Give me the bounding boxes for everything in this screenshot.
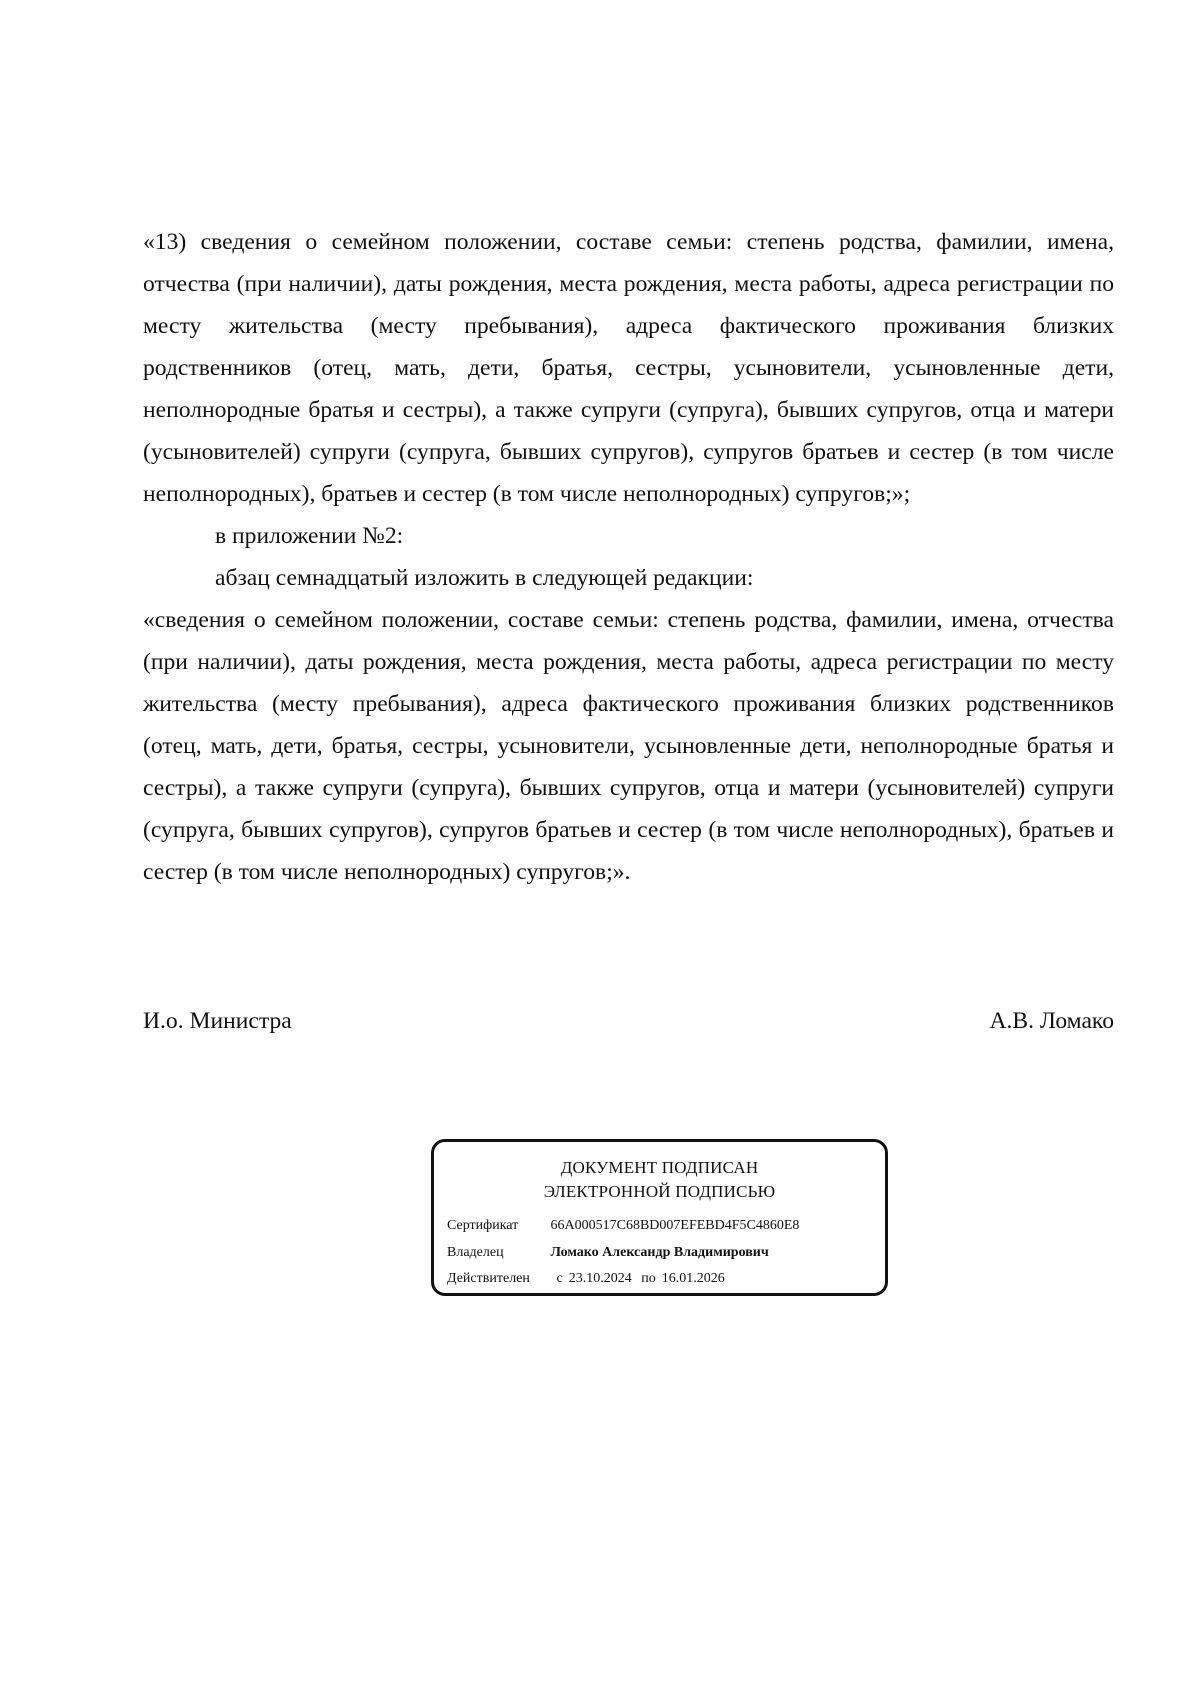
paragraph-instruction: абзац семнадцатый изложить в следующей редакции: bbox=[215, 565, 754, 591]
signatory-name: А.В. Ломако bbox=[989, 1008, 1114, 1034]
electronic-signature-stamp bbox=[431, 1139, 888, 1296]
paragraph-item-13: «13) сведения о семейном положении, составе семьи: степень родства, фамилии, имена, отчества (при наличии), даты рождения, места рождения, места работы, адреса регистрации по месту жительства (месту пребывания), адреса фактического проживания близких родственников (отец, мать, дети, братья, сестры, усыновители, усыновленные дети, неполнородные братья и сестры), а также супруги (супруга), бывших супругов, отца и матери (усыновителей) супруги (супруга, бывших супругов), супругов братьев и сестер (в том числе неполнородных), братьев и сестер (в том числе неполнородных) супругов;»; bbox=[143, 229, 1114, 507]
stamp-title-line2: ЭЛЕКТРОННОЙ ПОДПИСЬЮ bbox=[543, 1182, 776, 1201]
document-body bbox=[143, 221, 1114, 893]
paragraph-new-wording: «сведения о семейном положении, составе семьи: степень родства, фамилии, имена, отчества (при наличии), даты рождения, места рождения, места работы, адреса регистрации по месту жительства (месту пребывания), адреса фактического проживания близких родственников (отец, мать, дети, братья, сестры, усыновители, усыновленные дети, неполнородные братья и сестры), а также супруги (супруга), бывших супругов, отца и матери (усыновителей) супруги (супруга, бывших супругов), супругов братьев и сестер (в том числе неполнородных), братьев и сестер (в том числе неполнородных) супругов;». bbox=[143, 607, 1114, 885]
certificate-value: 66A000517C68BD007EFEBD4F5C4860E8 bbox=[550, 1218, 800, 1233]
stamp-certificate-row bbox=[447, 1217, 799, 1235]
owner-label: Владелец bbox=[447, 1245, 504, 1260]
certificate-label: Сертификат bbox=[447, 1218, 519, 1233]
owner-value: Ломако Александр Владимирович bbox=[550, 1245, 769, 1260]
valid-label: Действителен bbox=[447, 1271, 530, 1286]
signatory-title: И.о. Министра bbox=[143, 1008, 292, 1034]
stamp-validity-row bbox=[447, 1270, 725, 1288]
stamp-title bbox=[434, 1156, 885, 1204]
stamp-title-line1: ДОКУМЕНТ ПОДПИСАН bbox=[560, 1158, 759, 1177]
valid-from-word: с bbox=[556, 1271, 563, 1286]
paragraph-appendix-2: в приложении №2: bbox=[215, 523, 404, 549]
valid-to-date: 16.01.2026 bbox=[661, 1271, 725, 1286]
valid-from-date: 23.10.2024 bbox=[568, 1271, 632, 1286]
valid-to-word: по bbox=[641, 1271, 656, 1286]
stamp-owner-row bbox=[447, 1244, 769, 1262]
